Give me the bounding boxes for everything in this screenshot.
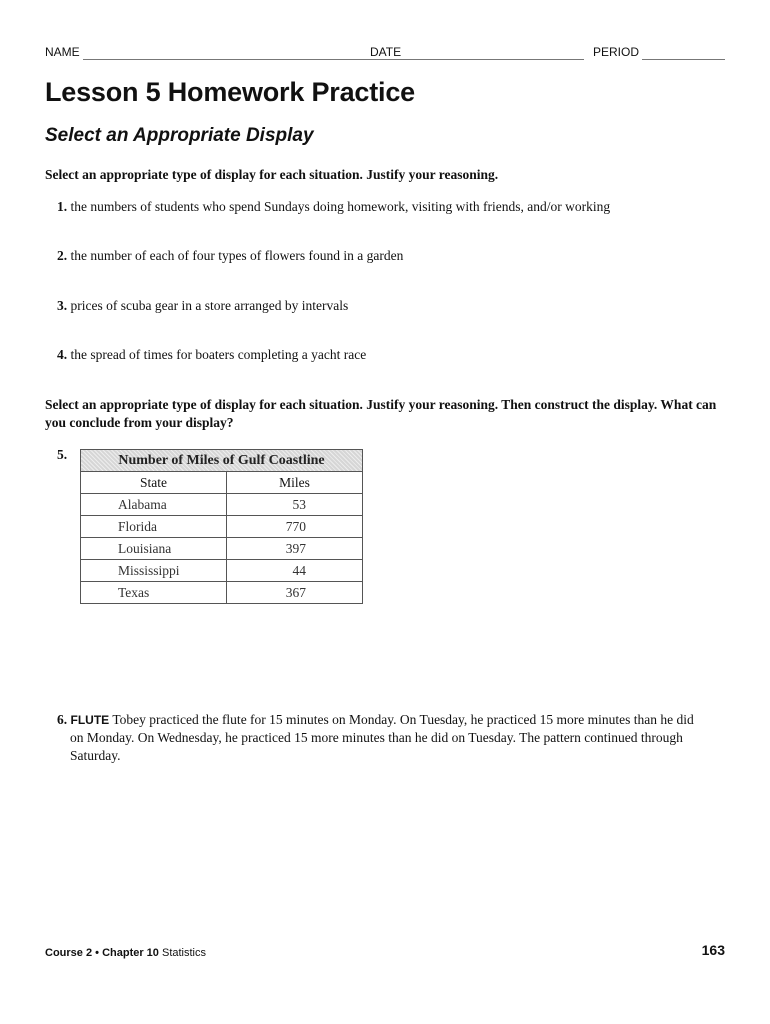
miles-cell: 397 — [227, 538, 363, 560]
question-number: 2. — [57, 248, 68, 263]
page-number: 163 — [701, 942, 725, 958]
question-text: the spread of times for boaters completing a yacht race — [70, 347, 367, 362]
state-cell: Texas — [81, 582, 227, 604]
footer-course: Course 2 — [45, 947, 93, 959]
date-label: DATE — [370, 45, 402, 59]
question-6 — [57, 711, 727, 765]
miles-cell: 44 — [227, 560, 363, 582]
question-number: 4. — [57, 347, 68, 362]
state-cell: Alabama — [81, 494, 227, 516]
table-row — [81, 538, 363, 560]
question-text-continued: on Monday. On Wednesday, he practiced 15 more minutes than he did on Tuesday. The pattern continued through Saturday. — [70, 730, 683, 763]
question-4 — [57, 346, 366, 364]
column-header-miles: Miles — [227, 472, 363, 494]
name-field[interactable] — [83, 59, 410, 60]
question-3 — [57, 297, 348, 315]
state-cell: Louisiana — [81, 538, 227, 560]
question-1 — [57, 198, 610, 216]
question-text: the numbers of students who spend Sundays doing homework, visiting with friends, and/or working — [70, 199, 611, 214]
table-row — [81, 516, 363, 538]
name-label: NAME — [45, 45, 80, 59]
question-2 — [57, 247, 403, 265]
period-label: PERIOD — [593, 45, 640, 59]
column-header-state: State — [81, 472, 227, 494]
table-header-row — [81, 472, 363, 494]
question-text: the number of each of four types of flowers found in a garden — [70, 248, 404, 263]
period-field[interactable] — [642, 59, 725, 60]
table-row — [81, 582, 363, 604]
student-info-header — [45, 45, 725, 63]
question-number: 3. — [57, 298, 68, 313]
section1-instructions: Select an appropriate type of display for each situation. Justify your reasoning. — [45, 167, 499, 182]
footer-course-info — [45, 947, 206, 959]
footer-chapter: Chapter 10 — [102, 947, 159, 959]
section2-instructions: Select an appropriate type of display for each situation. Justify your reasoning. Then construct the display. What can you conclude from your display? — [45, 397, 717, 430]
table-row — [81, 494, 363, 516]
gulf-coastline-table — [80, 449, 363, 604]
date-field[interactable] — [407, 59, 584, 60]
page-subtitle: Select an Appropriate Display — [45, 125, 314, 146]
question-number: 6. — [57, 712, 68, 727]
question-text-first-line: Tobey practiced the flute for 15 minutes on Monday. On Tuesday, he practiced 15 more minutes than he did — [112, 712, 694, 727]
footer-topic: Statistics — [161, 947, 206, 959]
miles-cell: 770 — [227, 516, 363, 538]
miles-cell: 367 — [227, 582, 363, 604]
question-text: prices of scuba gear in a store arranged by intervals — [70, 298, 349, 313]
question-keyword: FLUTE — [70, 713, 110, 727]
table-caption: Number of Miles of Gulf Coastline — [81, 450, 363, 472]
state-cell: Mississippi — [81, 560, 227, 582]
miles-cell: 53 — [227, 494, 363, 516]
question-number: 1. — [57, 199, 68, 214]
page-title: Lesson 5 Homework Practice — [45, 77, 415, 107]
state-cell: Florida — [81, 516, 227, 538]
table-row — [81, 560, 363, 582]
footer-separator: • — [95, 947, 99, 959]
question-5-number: 5. — [57, 447, 68, 462]
